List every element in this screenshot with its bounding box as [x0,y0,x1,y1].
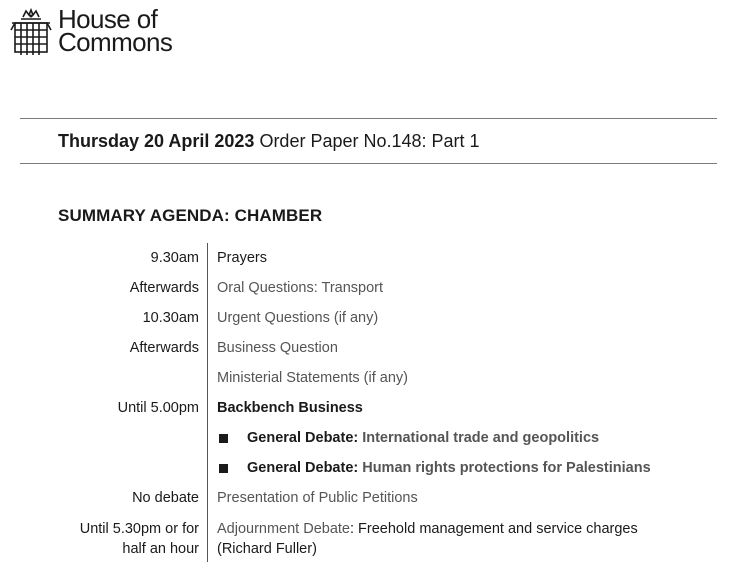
agenda-row-public-petitions [0,483,748,513]
debate-topic: International trade and geopolitics [362,430,600,446]
agenda-time-line2: half an hour [122,541,199,557]
agenda-row-ministerial-statements [0,363,748,393]
debate-label: General Debate: [247,430,359,446]
top-rule [20,118,717,119]
agenda-item: Ministerial Statements (if any) [217,370,408,386]
debate-label: General Debate: [247,460,359,476]
bullet-icon [219,434,228,443]
agenda-row-oral-questions [0,273,748,303]
agenda-time: 9.30am [150,250,199,266]
agenda-row-adjournment-debate [0,513,748,563]
title-order-paper: Order Paper No.148: Part 1 [259,131,480,151]
agenda-row-urgent-questions [0,303,748,333]
agenda-row-general-debate-2 [0,453,748,483]
agenda-time: Until 5.00pm [117,400,199,416]
agenda-item [217,519,638,559]
logo-text-line2: Commons [58,27,173,57]
agenda-time: 10.30am [142,310,199,326]
agenda-item: Urgent Questions (if any) [217,310,379,326]
agenda-row-business-question [0,333,748,363]
logo-text-line1: House of [58,4,158,34]
agenda-time-line1: Until 5.30pm or for [79,521,199,537]
house-of-commons-logo [10,4,173,57]
adjournment-label: Adjournment Debate [217,521,350,537]
adjournment-topic: : Freehold management and service charges [350,521,638,537]
agenda-item: Business Question [217,340,338,356]
adjournment-member: (Richard Fuller) [217,541,317,557]
agenda-item: Presentation of Public Petitions [217,490,418,506]
section-heading: SUMMARY AGENDA: CHAMBER [58,206,323,225]
agenda-time [80,519,199,559]
agenda-time: Afterwards [129,340,199,356]
debate-topic: Human rights protections for Palestinians [362,460,651,476]
agenda-time: No debate [132,490,199,506]
agenda-row-general-debate-1 [0,423,748,453]
portcullis-icon [10,8,52,56]
bottom-rule [20,163,717,164]
agenda-time: Afterwards [129,280,199,296]
agenda-row-prayers [0,243,748,273]
agenda-item: Oral Questions: Transport [217,280,384,296]
agenda-list [0,243,748,563]
agenda-item: Backbench Business [217,400,363,416]
title-date: Thursday 20 April 2023 [58,131,255,151]
agenda-row-backbench-business [0,393,748,423]
agenda-item: Prayers [217,250,267,266]
bullet-icon [219,464,228,473]
page-title [58,131,480,152]
